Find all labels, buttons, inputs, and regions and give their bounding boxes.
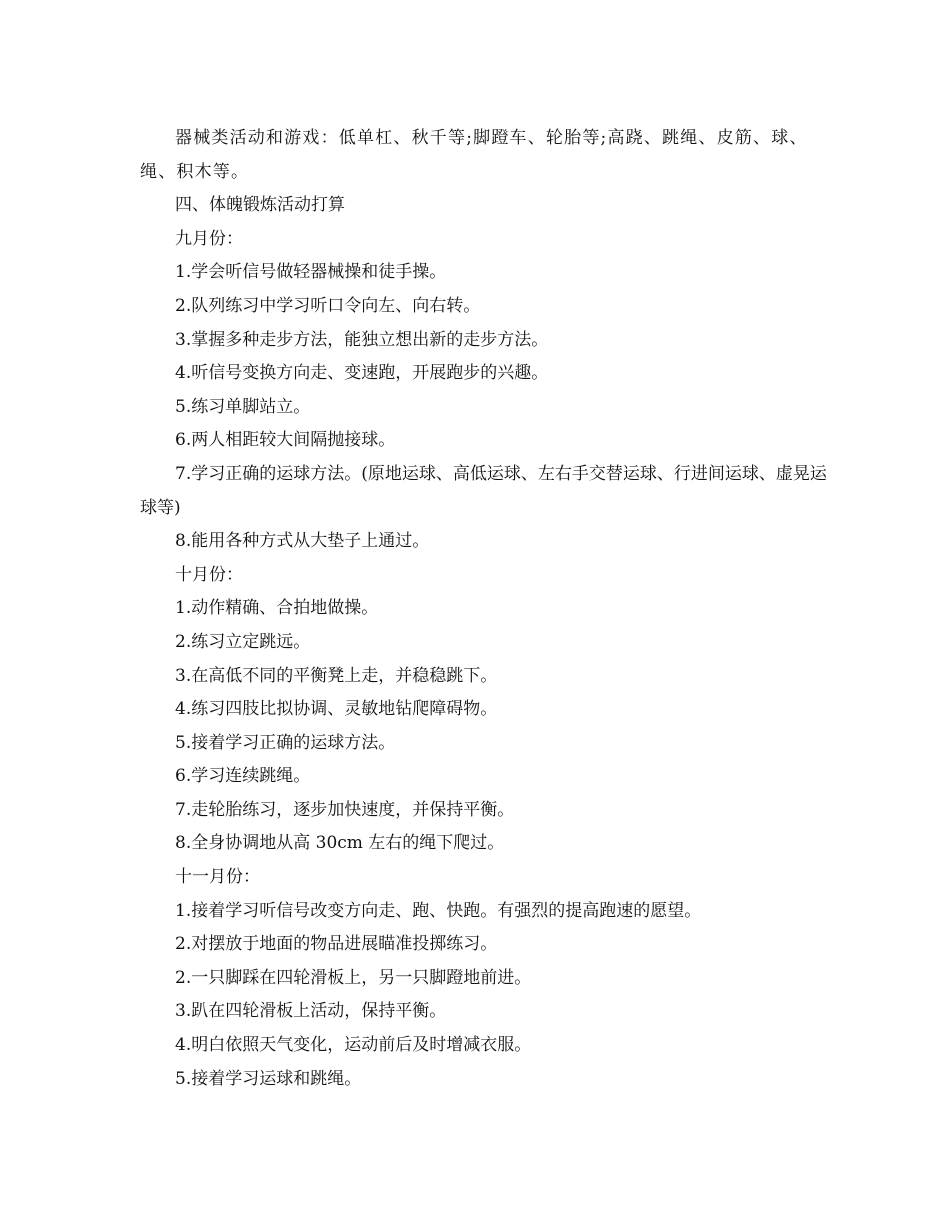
list-item: 6.学习连续跳绳。	[175, 766, 311, 787]
list-item: 4.听信号变换方向走、变速跑，开展跑步的兴趣。	[175, 363, 549, 384]
month-heading-november: 十一月份：	[175, 867, 260, 888]
list-item: 3.趴在四轮滑板上活动，保持平衡。	[175, 1001, 447, 1022]
list-item: 5.接着学习正确的运球方法。	[175, 732, 396, 753]
list-item: 2.一只脚踩在四轮滑板上，另一只脚蹬地前进。	[175, 967, 532, 988]
month-heading-september: 九月份：	[175, 228, 243, 249]
list-item: 5.接着学习运球和跳绳。	[175, 1068, 362, 1089]
paragraph-equipment: 器械类活动和游戏：低单杠、秋千等;脚蹬车、轮胎等;高跷、跳绳、皮筋、球、绳、积木等。	[140, 128, 808, 182]
list-item: 1.动作精确、合拍地做操。	[175, 598, 379, 619]
list-item: 7.走轮胎练习，逐步加快速度，并保持平衡。	[175, 799, 515, 820]
list-item: 3.掌握多种走步方法，能独立想出新的走步方法。	[175, 329, 549, 350]
list-item: 1.接着学习听信号改变方向走、跑、快跑。有强烈的提高跑速的愿望。	[175, 900, 702, 921]
list-item: 3.在高低不同的平衡凳上走，并稳稳跳下。	[175, 665, 498, 686]
month-heading-october: 十月份：	[175, 564, 243, 585]
list-item: 2.练习立定跳远。	[175, 631, 311, 652]
list-item: 5.练习单脚站立。	[175, 396, 311, 417]
list-item: 7.学习正确的运球方法。(原地运球、高低运球、左右手交替运球、行进间运球、虚晃运球等)	[140, 463, 827, 518]
list-item: 2.队列练习中学习听口令向左、向右转。	[175, 295, 481, 316]
section-heading-plan: 四、体魄锻炼活动打算	[175, 195, 345, 216]
list-item: 4.明白依照天气变化，运动前后及时增减衣服。	[175, 1035, 532, 1056]
list-item: 8.能用各种方式从大垫子上通过。	[175, 531, 430, 552]
list-item: 2.对摆放于地面的物品进展瞄准投掷练习。	[175, 934, 498, 955]
list-item: 4.练习四肢比拟协调、灵敏地钻爬障碍物。	[175, 699, 498, 720]
list-item: 6.两人相距较大间隔抛接球。	[175, 430, 396, 451]
list-item: 1.学会听信号做轻器械操和徒手操。	[175, 262, 447, 283]
list-item: 8.全身协调地从高 30cm 左右的绳下爬过。	[175, 833, 505, 854]
document-body	[140, 122, 830, 1096]
